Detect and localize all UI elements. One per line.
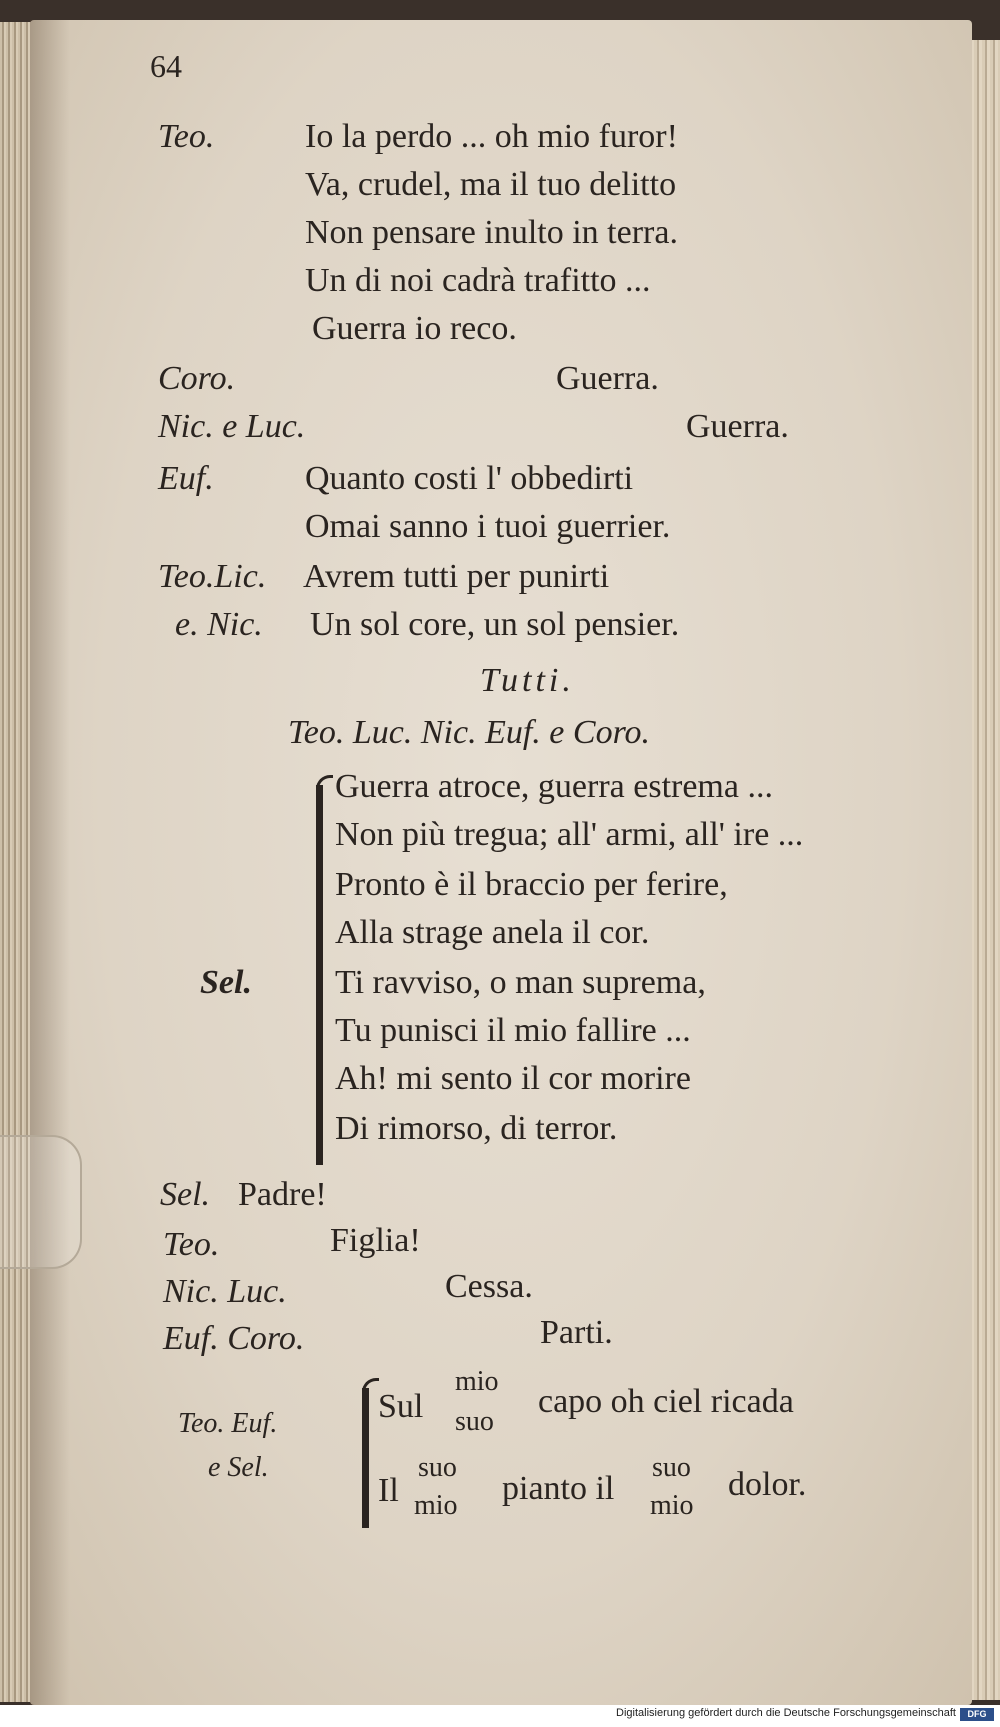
verse-line: Ah! mi sento il cor morire: [335, 1060, 691, 1097]
verse-brace: [316, 785, 323, 1165]
verse-line: Un di noi cadrà trafitto ...: [305, 262, 651, 299]
verse-brace: [362, 1388, 369, 1528]
verse-line: Alla strage anela il cor.: [335, 914, 650, 951]
speaker-nic-luc: Nic. e Luc.: [158, 408, 306, 445]
verse-line: pianto il: [502, 1470, 615, 1507]
speaker-e-sel: e Sel.: [208, 1452, 269, 1483]
verse-variant: suo: [652, 1452, 691, 1483]
verse-line: Va, crudel, ma il tuo delitto: [305, 166, 677, 203]
verse-line: Sul: [378, 1388, 424, 1425]
speaker-e-nic: e. Nic.: [175, 606, 263, 643]
verse-line: Un sol core, un sol pensier.: [310, 606, 680, 643]
verse-line: Guerra.: [686, 408, 789, 445]
tutti-speakers: Teo. Luc. Nic. Euf. e Coro.: [288, 714, 651, 751]
speaker-teo-lic: Teo.Lic.: [158, 558, 267, 595]
verse-line: Omai sanno i tuoi guerrier.: [305, 508, 671, 545]
verse-line: capo oh ciel ricada: [538, 1383, 794, 1420]
verse-line: Figlia!: [330, 1222, 421, 1259]
speaker-teo-euf: Teo. Euf.: [178, 1408, 278, 1439]
verse-line: Avrem tutti per punirti: [303, 558, 610, 595]
verse-line: Cessa.: [445, 1268, 533, 1305]
page-clip: [0, 1135, 82, 1269]
speaker-euf-coro: Euf. Coro.: [163, 1320, 305, 1357]
tutti-heading: Tutti.: [480, 662, 575, 699]
speaker-teo: Teo.: [163, 1226, 220, 1263]
verse-line: dolor.: [728, 1466, 807, 1503]
speaker-coro: Coro.: [158, 360, 236, 397]
verse-line: Guerra.: [556, 360, 659, 397]
verse-line: Padre!: [238, 1176, 327, 1213]
verse-line: Guerra io reco.: [312, 310, 517, 347]
speaker-sel: Sel.: [160, 1176, 211, 1213]
dfg-logo: DFG: [960, 1708, 994, 1721]
verse-line: Non più tregua; all' armi, all' ire ...: [335, 816, 804, 853]
verse-line: Di rimorso, di terror.: [335, 1110, 618, 1147]
digitization-credit: Digitalisierung gefördert durch die Deutsche Forschungsgemeinschaft: [616, 1707, 956, 1719]
verse-line: Ti ravviso, o man suprema,: [335, 964, 706, 1001]
verse-variant: mio: [650, 1490, 694, 1521]
speaker-euf: Euf.: [158, 460, 214, 497]
verse-variant: mio: [455, 1366, 499, 1397]
verse-line: Parti.: [540, 1314, 613, 1351]
gutter-shadow: [30, 20, 70, 1705]
verse-line: Pronto è il braccio per ferire,: [335, 866, 728, 903]
verse-line: Io la perdo ... oh mio furor!: [305, 118, 678, 155]
verse-line: Quanto costi l' obbedirti: [305, 460, 634, 497]
verse-line: Il: [378, 1472, 399, 1509]
speaker-nic-luc: Nic. Luc.: [163, 1273, 287, 1310]
verse-variant: mio: [414, 1490, 458, 1521]
verse-variant: suo: [455, 1406, 494, 1437]
page-number: 64: [150, 48, 182, 84]
verse-line: Non pensare inulto in terra.: [305, 214, 678, 251]
verse-variant: suo: [418, 1452, 457, 1483]
verse-line: Guerra atroce, guerra estrema ...: [335, 768, 773, 805]
speaker-teo: Teo.: [158, 118, 215, 155]
verse-line: Tu punisci il mio fallire ...: [335, 1012, 691, 1049]
speaker-sel: Sel.: [200, 964, 252, 1001]
